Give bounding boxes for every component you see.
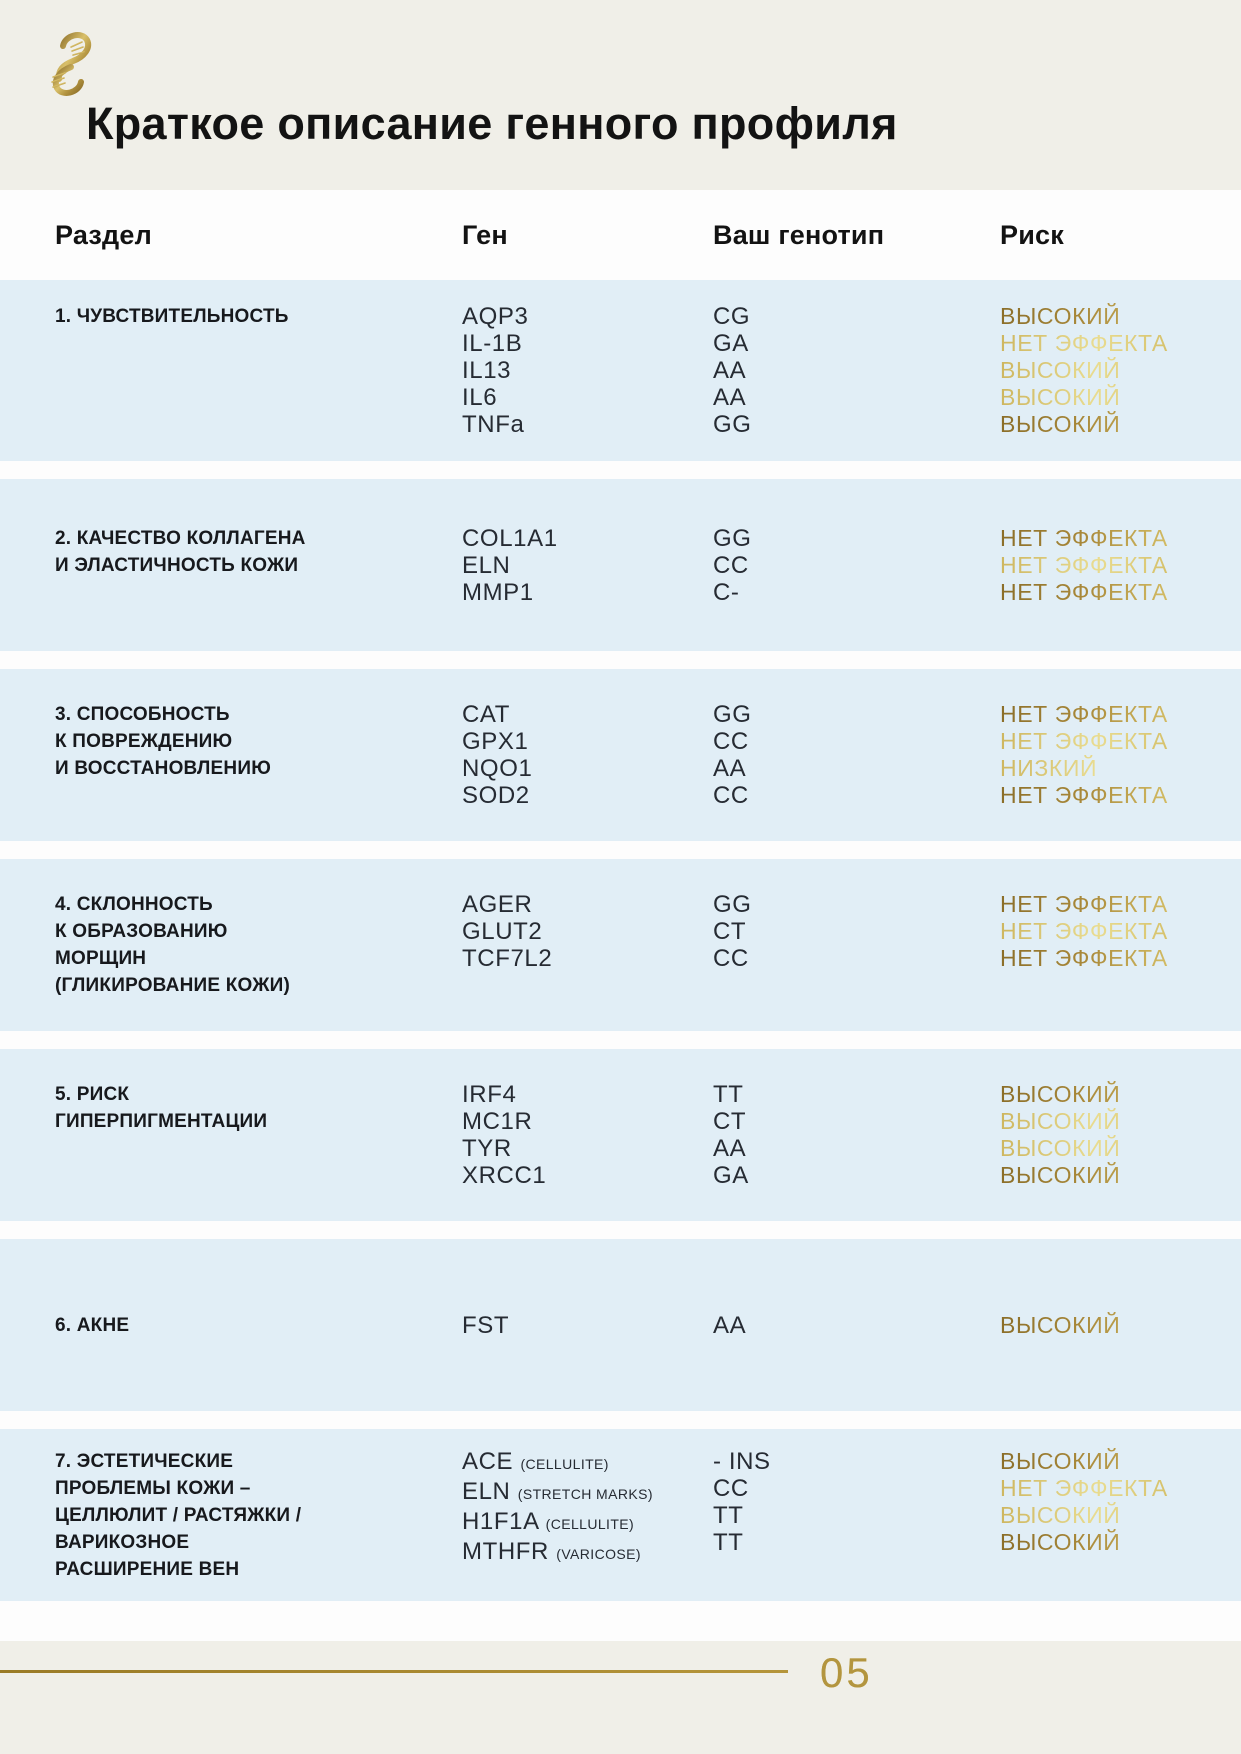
- gene-list: [462, 1081, 713, 1189]
- gene-note: (STRETCH MARKS): [517, 1485, 653, 1502]
- risk-value: ВЫСОКИЙ: [1000, 1135, 1241, 1162]
- section-title-line: К ПОВРЕЖДЕНИЮ: [55, 731, 233, 752]
- table-section: [0, 1049, 1241, 1221]
- gene-name: TCF7L2: [462, 945, 553, 972]
- genotype-list: [713, 1312, 1000, 1339]
- genotype-value: CC: [713, 945, 749, 972]
- gene-name: TYR: [462, 1135, 512, 1162]
- section-title-line: РАСШИРЕНИЕ ВЕН: [55, 1558, 240, 1580]
- gene-name: IL6: [462, 384, 498, 411]
- section-title-line: ЦЕЛЛЮЛИТ / РАСТЯЖКИ /: [55, 1504, 302, 1526]
- risk-value: ВЫСОКИЙ: [1000, 1448, 1241, 1475]
- section-title-line: 6. АКНЕ: [55, 1314, 130, 1336]
- risk-value: НЕТ ЭФФЕКТА: [1000, 525, 1241, 552]
- section-title-line: 7. ЭСТЕТИЧЕСКИЕ: [55, 1450, 234, 1472]
- section-title-line: И ВОССТАНОВЛЕНИЮ: [55, 758, 271, 779]
- genotype-list: [713, 891, 1000, 972]
- gene-list: [462, 303, 713, 438]
- genotype-value: CT: [713, 918, 747, 945]
- gene-name: TNFa: [462, 411, 525, 438]
- risk-value: НЕТ ЭФФЕКТА: [1000, 330, 1241, 357]
- gene-name: ACE (CELLULITE): [462, 1447, 609, 1475]
- risk-value: НЕТ ЭФФЕКТА: [1000, 728, 1241, 755]
- risk-value: НЕТ ЭФФЕКТА: [1000, 579, 1241, 606]
- risk-value: НЕТ ЭФФЕКТА: [1000, 552, 1241, 579]
- risk-value: ВЫСОКИЙ: [1000, 384, 1241, 411]
- table-body: [0, 280, 1241, 1601]
- column-header-section: Раздел: [55, 219, 152, 250]
- genotype-value: TT: [713, 1528, 744, 1556]
- gene-name: GLUT2: [462, 918, 543, 945]
- genotype-list: [713, 701, 1000, 809]
- risk-list: [1000, 1448, 1241, 1556]
- genotype-value: CC: [713, 551, 749, 579]
- genotype-value: GG: [713, 891, 752, 918]
- risk-list: [1000, 1312, 1241, 1339]
- gene-name: IL-1B: [462, 330, 523, 357]
- section-title-line: ПРОБЛЕМЫ КОЖИ –: [55, 1477, 251, 1499]
- section-title: [55, 1081, 462, 1135]
- table-section: [0, 1429, 1241, 1601]
- risk-list: [1000, 303, 1241, 438]
- gene-note: (CELLULITE): [520, 1455, 609, 1472]
- genotype-value: GG: [713, 411, 752, 438]
- gene-name: AGER: [462, 891, 533, 918]
- gene-name: IL13: [462, 357, 512, 384]
- gene-name: MC1R: [462, 1108, 533, 1135]
- genotype-value: TT: [713, 1081, 744, 1108]
- genotype-list: [713, 525, 1000, 606]
- risk-value: ВЫСОКИЙ: [1000, 1108, 1241, 1135]
- table-section: [0, 479, 1241, 651]
- genotype-value: CT: [713, 1108, 747, 1135]
- genotype-value: CG: [713, 303, 751, 330]
- risk-list: [1000, 1081, 1241, 1189]
- gene-name: ELN: [462, 551, 511, 579]
- genotype-value: AA: [713, 1135, 747, 1162]
- page-header: [0, 0, 1241, 190]
- page-footer: [0, 1641, 1241, 1754]
- risk-value: ВЫСОКИЙ: [1000, 1502, 1241, 1529]
- gene-name: CAT: [462, 701, 511, 728]
- risk-value: ВЫСОКИЙ: [1000, 1312, 1241, 1339]
- section-title-line: И ЭЛАСТИЧНОСТЬ КОЖИ: [55, 554, 299, 576]
- gene-list: [462, 1312, 713, 1339]
- genotype-value: GA: [713, 1162, 749, 1189]
- section-title-line: (ГЛИКИРОВАНИЕ КОЖИ): [55, 975, 290, 996]
- section-title: [55, 891, 462, 999]
- genotype-value: CC: [713, 1474, 749, 1502]
- risk-value: НЕТ ЭФФЕКТА: [1000, 1475, 1241, 1502]
- page-number: 05: [820, 1649, 873, 1696]
- gene-name: NQO1: [462, 755, 533, 782]
- risk-list: [1000, 701, 1241, 809]
- genotype-list: [713, 1448, 1000, 1556]
- section-title: [55, 525, 462, 579]
- table-section: [0, 1239, 1241, 1411]
- genotype-value: AA: [713, 384, 747, 411]
- risk-value: ВЫСОКИЙ: [1000, 303, 1241, 330]
- risk-value: НИЗКИЙ: [1000, 755, 1241, 782]
- genotype-list: [713, 303, 1000, 438]
- column-header-risk: Риск: [1000, 219, 1064, 250]
- risk-value: НЕТ ЭФФЕКТА: [1000, 918, 1241, 945]
- gene-list: [462, 891, 713, 972]
- gene-note: (CELLULITE): [545, 1515, 635, 1532]
- gene-name: H1F1A (CELLULITE): [462, 1507, 635, 1535]
- genotype-value: CC: [713, 782, 749, 809]
- gene-note: (VARICOSE): [556, 1545, 641, 1562]
- section-title-line: МОРЩИН: [55, 948, 147, 969]
- gene-list: [462, 701, 713, 809]
- gene-name: SOD2: [462, 782, 530, 809]
- risk-value: ВЫСОКИЙ: [1000, 1162, 1241, 1189]
- genotype-value: TT: [713, 1501, 744, 1529]
- gene-list: [462, 1448, 713, 1568]
- section-title: [55, 1312, 462, 1339]
- gene-profile-table: [0, 190, 1241, 1641]
- risk-list: [1000, 525, 1241, 606]
- footer-divider: [0, 1670, 788, 1673]
- genotype-list: [713, 1081, 1000, 1189]
- gene-name: MTHFR (VARICOSE): [462, 1537, 641, 1565]
- gene-name: AQP3: [462, 303, 529, 330]
- table-section: [0, 280, 1241, 461]
- genotype-value: C-: [713, 578, 740, 606]
- risk-value: ВЫСОКИЙ: [1000, 1529, 1241, 1556]
- dna-helix-icon: [45, 30, 99, 98]
- gene-name: GPX1: [462, 728, 529, 755]
- section-title: [55, 701, 462, 782]
- table-section: [0, 859, 1241, 1031]
- section-title-line: ВАРИКОЗНОЕ: [55, 1531, 190, 1553]
- risk-value: НЕТ ЭФФЕКТА: [1000, 945, 1241, 972]
- risk-list: [1000, 891, 1241, 972]
- section-title-line: 5. РИСК: [55, 1084, 130, 1105]
- gene-name: ELN (STRETCH MARKS): [462, 1477, 653, 1505]
- risk-value: ВЫСОКИЙ: [1000, 357, 1241, 384]
- risk-value: НЕТ ЭФФЕКТА: [1000, 891, 1241, 918]
- genotype-value: GG: [713, 524, 752, 552]
- risk-value: ВЫСОКИЙ: [1000, 411, 1241, 438]
- genotype-value: AA: [713, 1311, 747, 1339]
- section-title-line: 2. КАЧЕСТВО КОЛЛАГЕНА: [55, 527, 306, 549]
- table-header-row: [0, 190, 1241, 280]
- genotype-value: AA: [713, 755, 747, 782]
- genotype-value: - INS: [713, 1447, 771, 1475]
- column-header-gene: Ген: [462, 219, 508, 250]
- genotype-value: CC: [713, 728, 749, 755]
- gene-name: COL1A1: [462, 524, 558, 552]
- risk-value: ВЫСОКИЙ: [1000, 1081, 1241, 1108]
- gene-name: FST: [462, 1311, 510, 1339]
- genotype-value: GA: [713, 330, 749, 357]
- section-title-line: 1. ЧУВСТВИТЕЛЬНОСТЬ: [55, 306, 289, 327]
- gene-name: IRF4: [462, 1081, 517, 1108]
- genotype-value: GG: [713, 701, 752, 728]
- gene-list: [462, 525, 713, 606]
- page-title: Краткое описание генного профиля: [86, 98, 898, 149]
- section-title: [55, 1448, 462, 1583]
- risk-value: НЕТ ЭФФЕКТА: [1000, 701, 1241, 728]
- section-title-line: 3. СПОСОБНОСТЬ: [55, 704, 230, 725]
- section-title: [55, 303, 462, 330]
- column-header-genotype: Ваш генотип: [713, 219, 885, 250]
- gene-name: MMP1: [462, 578, 534, 606]
- section-title-line: 4. СКЛОННОСТЬ: [55, 894, 213, 915]
- section-title-line: ГИПЕРПИГМЕНТАЦИИ: [55, 1111, 268, 1132]
- genotype-value: AA: [713, 357, 747, 384]
- risk-value: НЕТ ЭФФЕКТА: [1000, 782, 1241, 809]
- section-title-line: К ОБРАЗОВАНИЮ: [55, 921, 228, 942]
- table-section: [0, 669, 1241, 841]
- gene-name: XRCC1: [462, 1162, 547, 1189]
